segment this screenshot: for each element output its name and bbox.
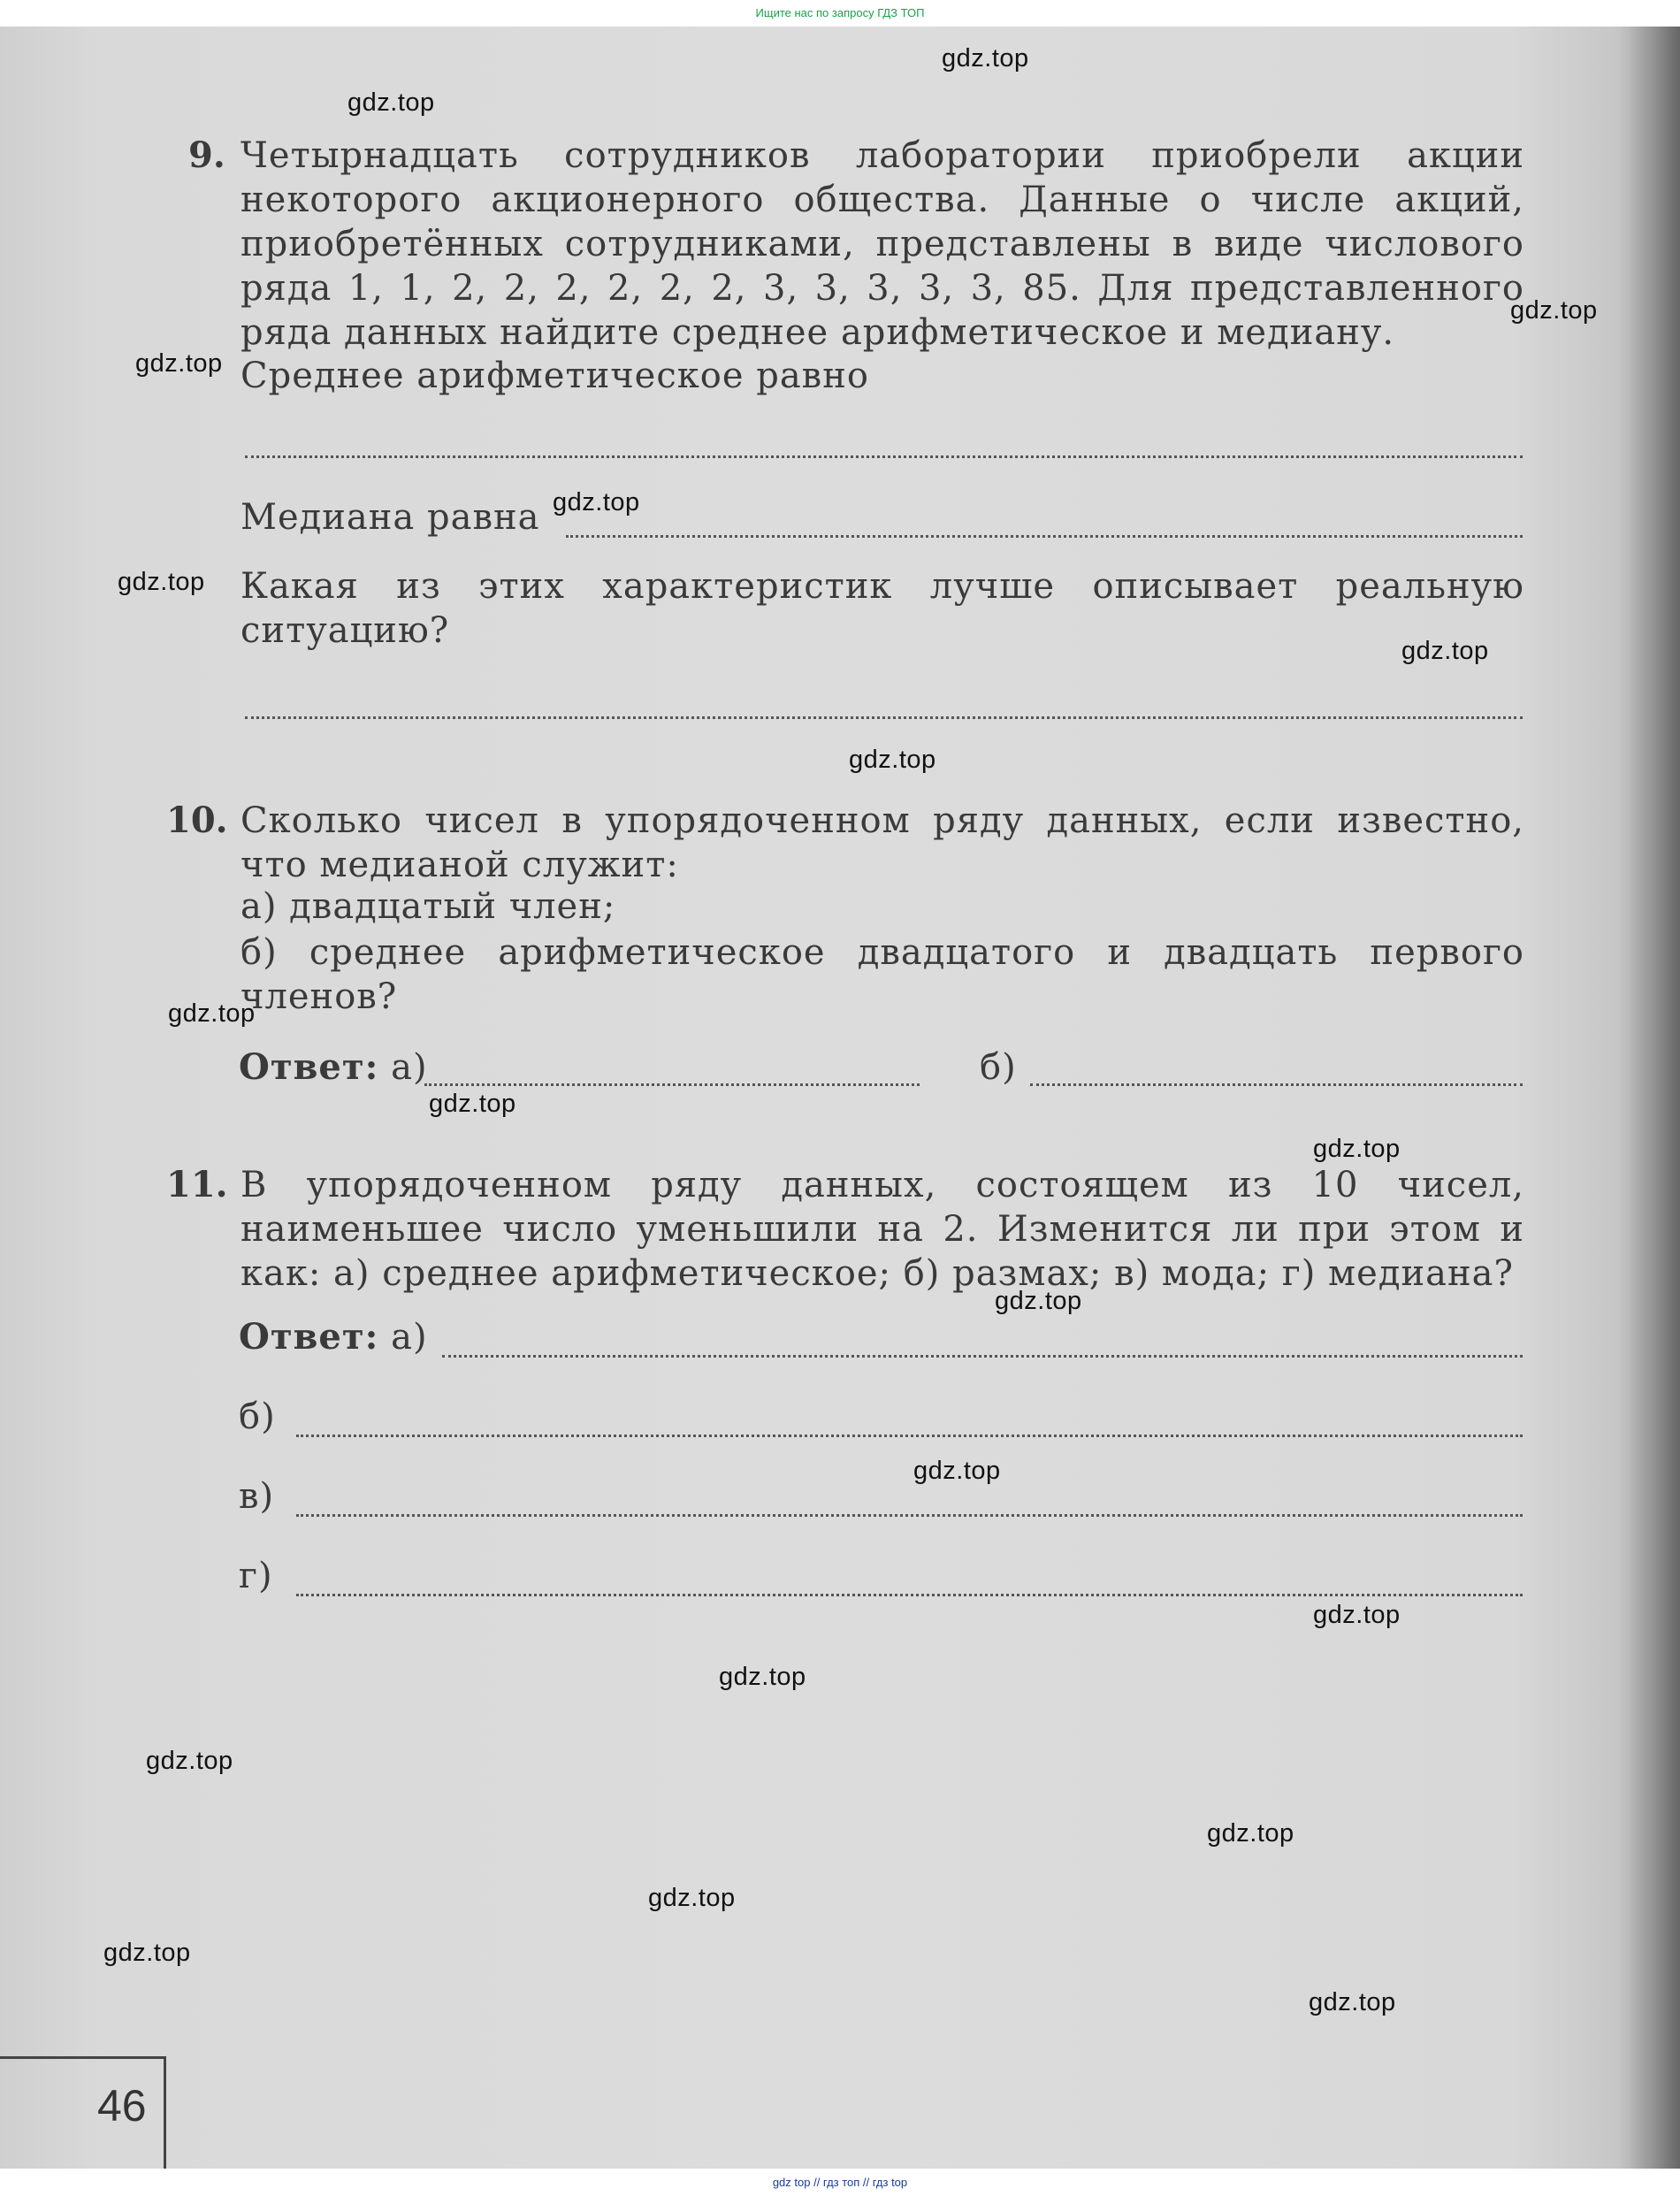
task-11-answer-d-line[interactable] <box>296 1594 1523 1596</box>
bottom-banner: gdz top // гдз топ // гдз top <box>772 2176 908 2189</box>
watermark: gdz.top <box>1510 296 1598 325</box>
task-10-option-a: а) двадцатый член; <box>241 886 616 927</box>
task-9-number: 9. <box>188 134 225 176</box>
task-11-text: В упорядоченном ряду данных, состоящем из 10 чисел, наименьшее число уменьшили на 2. Изменится ли при этом и как: а) среднее арифметическое; б) размах; в) мода; г) медиана? <box>241 1165 1524 1294</box>
task-10-text: Сколько чисел в упорядоченном ряду данных, если известно, что медианой служит: <box>241 800 1524 885</box>
task-10-answer-a-label: а) <box>391 1047 428 1088</box>
task-11-answer-c-label: в) <box>239 1476 275 1517</box>
task-10-answer <box>239 1045 428 1090</box>
task-11-answer-b-line[interactable] <box>296 1435 1523 1437</box>
watermark: gdz.top <box>1207 1819 1294 1848</box>
task-9-median-answer-line[interactable] <box>566 535 1523 538</box>
task-11-answer <box>239 1315 428 1359</box>
task-10-answer-a-line[interactable] <box>424 1083 920 1086</box>
task-10-answer-label: Ответ: <box>239 1046 379 1088</box>
watermark: gdz.top <box>553 488 640 516</box>
watermark: gdz.top <box>1309 1988 1396 2016</box>
watermark: gdz.top <box>849 746 936 774</box>
task-9-question-answer-line[interactable] <box>245 716 1523 719</box>
watermark: gdz.top <box>719 1663 806 1691</box>
task-11-answer-a-label: а) <box>391 1317 428 1358</box>
top-banner: Ищите нас по запросу ГДЗ ТОП <box>755 6 925 19</box>
task-11-answer-a-line[interactable] <box>442 1355 1523 1358</box>
watermark: gdz.top <box>168 999 256 1028</box>
task-10-answer-b-line[interactable] <box>1030 1083 1523 1086</box>
task-11-answer-d-label: г) <box>239 1556 273 1596</box>
watermark: gdz.top <box>995 1287 1082 1315</box>
task-9-mean-answer-line[interactable] <box>245 455 1523 458</box>
task-10-answer-b-label: б) <box>980 1047 1017 1088</box>
watermark: gdz.top <box>1313 1135 1401 1163</box>
task-9-text: Четырнадцать сотрудников лаборатории приобрели акции некоторого акционерного общества. Данные о числе акций, приобретённых сотрудниками, представлены в виде числового ряда 1, 1, 2, 2, 2, 2, 2, 2, 3, 3, 3, 3, 3, 85. Для представленного ряда данных найдите среднее арифметическое и медиану. <box>241 135 1524 353</box>
scanned-page <box>0 27 1680 2169</box>
task-10-option-b: б) среднее арифметическое двадцатого и двадцать первого членов? <box>241 932 1524 1017</box>
watermark: gdz.top <box>648 1884 736 1912</box>
task-9-mean-label: Среднее арифметическое равно <box>241 356 869 396</box>
watermark: gdz.top <box>118 568 205 596</box>
watermark: gdz.top <box>942 44 1029 73</box>
watermark: gdz.top <box>913 1457 1001 1485</box>
watermark: gdz.top <box>429 1090 516 1118</box>
task-9-question: Какая из этих характеристик лучше описывает реальную ситуацию? <box>241 566 1524 651</box>
task-11-number: 11. <box>166 1164 228 1205</box>
task-11-answer-b-label: б) <box>239 1396 276 1437</box>
task-11-answer-c-line[interactable] <box>296 1514 1523 1517</box>
watermark: gdz.top <box>103 1939 191 1967</box>
page-number: 46 <box>97 2081 147 2131</box>
watermark: gdz.top <box>1313 1601 1401 1629</box>
task-9-median-label: Медиана равна <box>241 497 540 538</box>
task-10-number: 10. <box>166 800 228 841</box>
watermark: gdz.top <box>146 1747 233 1775</box>
watermark: gdz.top <box>1401 637 1489 665</box>
task-11-answer-label: Ответ: <box>239 1316 379 1358</box>
watermark: gdz.top <box>347 88 435 117</box>
book-spine-shadow <box>1618 27 1680 2169</box>
watermark: gdz.top <box>135 349 223 378</box>
